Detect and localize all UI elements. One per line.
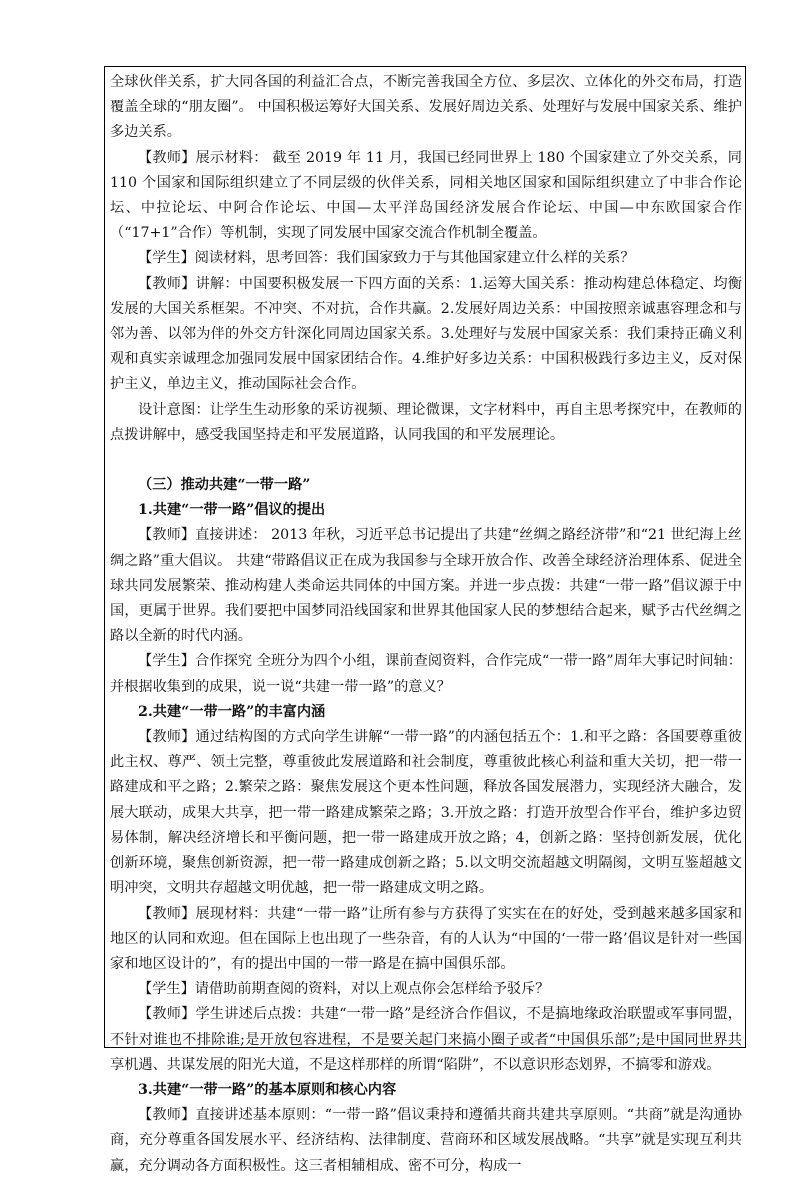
- paragraph-teacher-1: 【教师】直接讲述： 2013 年秋，习近平总书记提出了共建“丝绸之路经济带”和“21 世纪海上丝绸之路”重大倡议。 共建“带路倡议正在成为我国参与全球开放合作、改善全球经济治理体系、促进全球共同发展繁荣、推动构建人类命运共同体的中国方案。并进一步点拨：共建“一带一路”倡议源于中国，更属于世界。我们要把中国梦同沿线国家和世界其他国家人民的梦想结合起来，赋予古代丝绸之路以全新的时代内涵。: [110, 527, 742, 645]
- spacer: [110, 448, 742, 473]
- subheading-3: 3.共建“一带一路”的基本原则和核心内容: [138, 1081, 397, 1098]
- paragraph-design-intent: 设计意图：让学生生动形象的采访视频、理论微课，文字材料中，再自主思考探究中，在教师的点拨讲解中，感受我国坚持走和平发展道路，认同我国的和平发展理论。: [110, 401, 742, 443]
- paragraph-teacher-2: 【教师】通过结构图的方式向学生讲解“一带一路”的内涵包括五个：1.和平之路：各国要尊重彼此主权、尊严、领土完整，尊重彼此发展道路和社会制度，尊重彼此核心利益和重大关切，把一带一路建成和平之路；2.繁荣之路：聚焦发展这个更本性问题，释放各国发展潜力，实现经济大融合，发展大联动，成果大共享，把一带一路建成繁荣之路；3.开放之路：打造开放型合作平台，维护多边贸易体制，解决经济增长和平衡问题，把一带一路建成开放之路；4，创新之路：坚持创新发展，优化创新环境，聚焦创新资源，把一带一路建成创新之路；5.以文明交流超越文明隔阂，文明互鉴超越文明冲突，文明共存超越文明优越，把一带一路建成文明之路。: [110, 729, 742, 897]
- paragraph-teacher-material: 【教师】展示材料： 截至 2019 年 11 月，我国已经同世界上 180 个国家建立了外交关系，同 110 个国家和国际组织建立了不同层级的伙伴关系，同相关地区国家和国际组织建立了中非合作论坛、中拉论坛、中阿合作论坛、中国—太平洋岛国经济发展合作论坛、中国—中东欧国家合作（“17+1”合作）等机制，实现了同发展中国家交流合作机制全覆盖。: [110, 149, 742, 242]
- section-heading: （三）推动共建“一带一路”: [138, 477, 311, 494]
- paragraph-student-question: 【学生】阅读材料，思考回答：我们国家致力于与其他国家建立什么样的关系？: [138, 250, 635, 267]
- paragraph-student-2: 【学生】请借助前期查阅的资料，对以上观点你会怎样给予驳斥？: [138, 981, 550, 998]
- subheading-1: 1.共建“一带一路”倡议的提出: [138, 502, 326, 519]
- paragraph-teacher-4: 【教师】学生讲述后点拨：共建“一带一路”是经济合作倡议，不是搞地缘政治联盟或军事同盟，不针对谁也不排除谁;是开放包容进程，不是要关起门来搞小圈子或者“中国俱乐部”;是中国同世界共享机遇、共谋发展的阳光大道，不是这样那样的所谓“陷阱”，不以意识形态划界，不搞零和游戏。: [110, 1006, 742, 1073]
- paragraph-continuation: 全球伙伴关系，扩大同各国的利益汇合点，不断完善我国全方位、多层次、立体化的外交布局，打造覆盖全球的“朋友圈”。 中国积极运筹好大国关系、发展好周边关系、处理好与发展中国家关系、维护多边关系。: [110, 74, 742, 141]
- paragraph-student-1: 【学生】合作探究 全班分为四个小组，课前查阅资料，合作完成“一带一路”周年大事记时间轴：并根据收集到的成果，说一说“共建一带一路”的意义？: [110, 653, 742, 695]
- subheading-2: 2.共建“一带一路”的丰富内涵: [138, 703, 326, 720]
- paragraph-teacher-explain: 【教师】讲解：中国要积极发展一下四方面的关系：1.运筹大国关系：推动构建总体稳定、均衡发展的大国关系框架。不冲突、不对抗，合作共赢。2.发展好周边关系：中国按照亲诚惠容理念和与邻为善、以邻为伴的外交方针深化同周边国家关系。3.处理好与发展中国家关系：我们秉持正确义利观和真实亲诚理念加强同发展中国家团结合作。4.维护好多边关系：中国积极践行多边主义，反对保护主义，单边主义，推动国际社会合作。: [110, 275, 742, 393]
- document-body: [110, 70, 742, 1179]
- paragraph-teacher-3: 【教师】展现材料：共建“一带一路”让所有参与方获得了实实在在的好处，受到越来越多国家和地区的认同和欢迎。但在国际上也出现了一些杂音，有的人认为“中国的‘一带一路’倡议是针对一些国家和地区设计的”，有的提出中国的一带一路是在搞中国俱乐部。: [110, 905, 742, 972]
- paragraph-teacher-5: 【教师】直接讲述基本原则：“一带一路”倡议秉持和遵循共商共建共享原则。“共商”就是沟通协商，充分尊重各国发展水平、经济结构、法律制度、营商环和区域发展战略。“共享”就是实现互利共赢，充分调动各方面积极性。这三者相辅相成、密不可分，构成一: [110, 1107, 742, 1174]
